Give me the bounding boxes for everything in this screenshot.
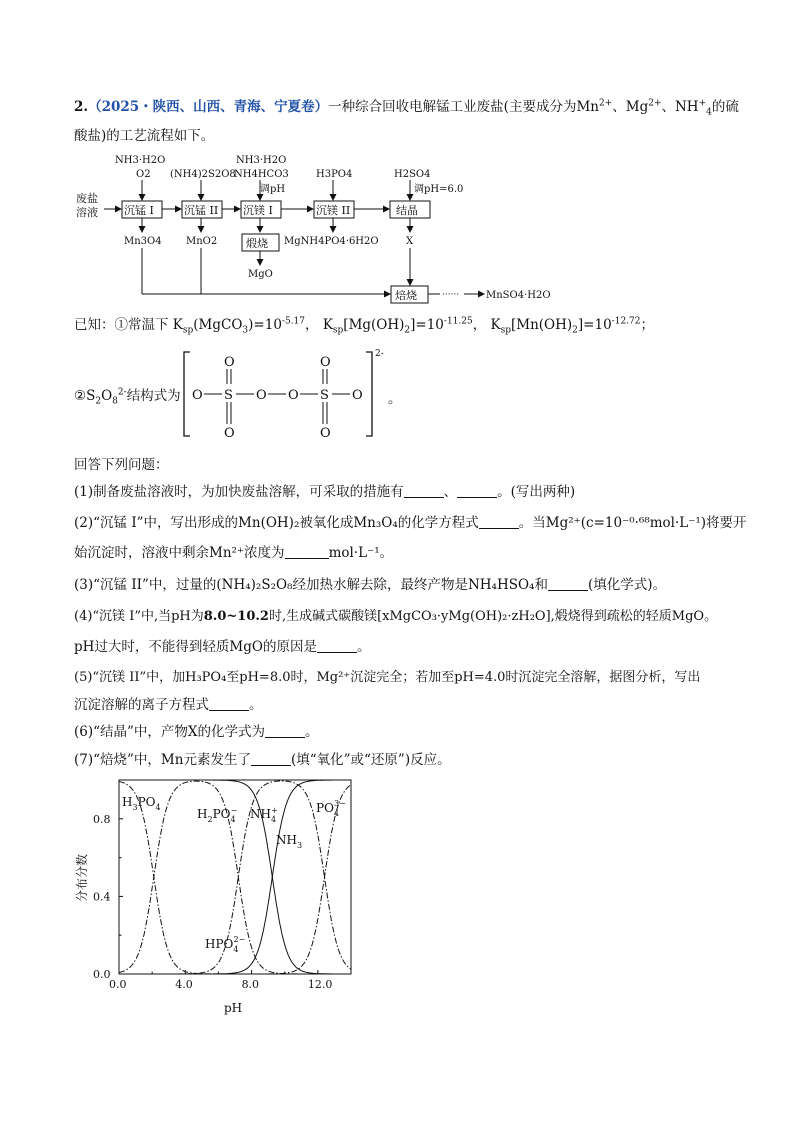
- product-mno2: MnO2: [186, 236, 218, 247]
- reagent-4: H3PO4: [316, 169, 353, 180]
- prompt: 回答下列问题：: [74, 457, 169, 473]
- product-struvite: MgNH4PO4·6H2O: [284, 236, 379, 247]
- answer-blank[interactable]: [265, 724, 305, 738]
- feed-label-2: 溶液: [76, 206, 98, 219]
- answer-blank[interactable]: [548, 577, 588, 591]
- question-intro-tail: 的硫: [711, 99, 739, 115]
- structure-charge: 2-: [375, 349, 384, 359]
- atom-s: S: [224, 388, 233, 403]
- atom-o: O: [224, 426, 235, 441]
- q5-text-b: 沉淀溶解的离子方程式: [74, 697, 209, 713]
- question-source: （2025・陕西、山西、青海、宁夏卷）: [88, 99, 329, 115]
- label-h2po4: $H_2PO_4-$: [197, 806, 238, 824]
- ion-charge: 2+: [598, 98, 613, 109]
- box-chenmei-2: 沉镁 II: [316, 204, 351, 217]
- atom-o: O: [256, 388, 267, 403]
- box-beishao: 焙烧: [395, 289, 417, 302]
- reagent-3b: NH4HCO3: [234, 169, 289, 180]
- label-nh4: $NH_4+$: [250, 806, 278, 824]
- label-po4: $PO_43-$: [316, 799, 346, 818]
- question-line-2: [74, 127, 214, 145]
- y-tick-label: 0.0: [93, 968, 111, 981]
- q6-text: (6)“结晶”中，产物X的化学式为: [74, 724, 266, 740]
- x-tick-label: 12.0: [307, 978, 333, 991]
- structure-period: 。: [388, 391, 402, 407]
- reagent-1b: O2: [136, 169, 151, 180]
- known-label: 已知：: [74, 317, 115, 333]
- persulfate-structure: [180, 344, 420, 444]
- question-4-cont: [74, 638, 370, 656]
- question-7: [74, 751, 451, 769]
- ksp-exp3: -12.72: [611, 316, 641, 327]
- product-final: MnSO4·H2O: [486, 290, 551, 301]
- answer-blank[interactable]: [317, 639, 357, 653]
- reagent-3c: 调pH: [260, 184, 286, 195]
- q1-text: (1)制备废盐溶液时，为加快废盐溶解，可采取的措施有: [74, 484, 404, 500]
- answer-blank[interactable]: [209, 697, 249, 711]
- atom-o: O: [288, 388, 299, 403]
- q1-sep: 、: [443, 484, 458, 500]
- box-duanshao: 煅烧: [246, 237, 268, 250]
- product-x: X: [406, 236, 414, 247]
- y-tick-label: 0.4: [93, 890, 111, 904]
- question-number: 2.: [74, 99, 89, 115]
- box-chenmeng-1: 沉锰 I: [124, 204, 154, 217]
- ion-text: 、NH: [661, 99, 699, 115]
- ion-sub: 4: [706, 107, 712, 118]
- ksp-exp2: -11.25: [443, 316, 473, 327]
- question-2: [74, 514, 747, 532]
- q7-tail: (填“氧化”或“还原”)反应。: [290, 752, 451, 768]
- atom-o: O: [320, 426, 331, 441]
- reagent-1a: NH3·H2O: [115, 155, 166, 166]
- q5-tail: 。: [249, 697, 263, 713]
- question-6: [74, 723, 319, 741]
- known-item2: $②S_2O_8^{2-}$结构式为: [74, 387, 181, 407]
- ksp-mgoh2: $K_{sp}[Mg(OH)_2]=10^{-11.25}$，: [322, 316, 487, 336]
- label-h3po4: $H_3PO_4$: [122, 795, 161, 812]
- q4-tail: 。: [356, 639, 371, 655]
- atom-o: O: [320, 355, 331, 370]
- flow-dots: ······: [442, 290, 460, 300]
- atom-s: S: [320, 388, 329, 403]
- question-1: [74, 483, 575, 501]
- question-intro-line2: 酸盐)的工艺流程如下。: [74, 128, 215, 144]
- q4-text-c: pH过大时，不能得到轻质MgO的原因是: [74, 639, 317, 655]
- ksp-mgco3: $K_{sp}(MgCO_3)=10^{-5.17}$，: [172, 316, 319, 336]
- question-4: [74, 608, 717, 626]
- x-tick-label: 4.0: [175, 978, 193, 991]
- q5-text: (5)“沉镁 II”中，加H₃PO₄至pH=8.0时，Mg²⁺沉淀完全；若加至pH=4.0时沉淀完全溶解，据图分析，写出: [74, 670, 701, 685]
- atom-o: O: [352, 388, 363, 403]
- product-mn3o4: Mn3O4: [124, 236, 162, 247]
- ion-charge: +: [698, 98, 707, 109]
- q6-tail: 。: [305, 724, 319, 740]
- ion-charge: 2+: [648, 98, 662, 109]
- q4-range: 8.0~10.2: [203, 609, 269, 624]
- q3-tail: (填化学式)。: [587, 577, 667, 593]
- atom-o: O: [224, 355, 235, 370]
- process-flowchart: [70, 148, 570, 308]
- ksp-mnoh2: $K_{sp}[Mn(OH)_2]=10^{-12.72}$；: [490, 316, 654, 336]
- atom-o: O: [192, 388, 203, 403]
- answer-blank[interactable]: [285, 545, 329, 559]
- answer-blank[interactable]: [457, 484, 497, 498]
- question-2-cont: [74, 544, 393, 562]
- reagent-3a: NH3·H2O: [236, 155, 287, 166]
- answer-blank[interactable]: [251, 752, 291, 766]
- reagent-5b: 调pH=6.0: [414, 184, 464, 195]
- label-hpo4: $HPO_42-$: [205, 935, 246, 954]
- question-3: [74, 576, 666, 594]
- q7-text: (7)“焙烧”中，Mn元素发生了: [74, 752, 251, 768]
- q3-text: (3)“沉锰 II”中，过量的(NH₄)₂S₂O₈经加热水解去除，最终产物是NH₄HSO₄和: [74, 577, 548, 593]
- product-mgo: MgO: [248, 269, 273, 280]
- question-intro: 一种综合回收电解锰工业废盐(主要成分为Mn: [328, 99, 599, 115]
- q4-text-b: 时,生成碱式碳酸镁[xMgCO₃·yMg(OH)₂·zH₂O],煅烧得到疏松的轻质MgO。: [268, 609, 718, 624]
- reagent-5a: H2SO4: [394, 169, 431, 180]
- question-5-cont: [74, 696, 263, 714]
- box-chenmei-1: 沉镁 I: [243, 204, 273, 217]
- known-line-1: [74, 316, 654, 334]
- ksp-exp1: -5.17: [281, 316, 306, 327]
- y-tick-label: 0.8: [93, 812, 111, 826]
- known-item2-label: [74, 387, 181, 405]
- q4-text: (4)“沉镁 I”中,当pH为: [74, 609, 204, 624]
- q2-text-d: mol·L⁻¹。: [328, 545, 394, 561]
- box-jiejing: 结晶: [396, 204, 418, 217]
- question-5: [74, 669, 700, 687]
- x-axis-label: pH: [224, 1001, 243, 1015]
- answer-blank[interactable]: [479, 515, 519, 529]
- feed-label-1: 废盐: [76, 192, 98, 205]
- known-item1: ①常温下: [114, 317, 169, 333]
- x-tick-label: 8.0: [241, 978, 260, 991]
- box-chenmeng-2: 沉锰 II: [184, 204, 219, 217]
- q2-text: (2)“沉锰 I”中，写出形成的Mn(OH)₂被氧化成Mn₃O₄的化学方程式: [74, 515, 479, 531]
- reagent-2: (NH4)2S2O8: [170, 169, 236, 180]
- distribution-chart: [64, 772, 364, 1022]
- question-line-1: [74, 98, 739, 116]
- y-axis-label: 分布分数: [75, 853, 89, 902]
- x-tick-label: 0.0: [109, 978, 127, 991]
- ion-text: 、Mg: [612, 99, 649, 115]
- q2-text-c: 始沉淀时，溶液中剩余Mn²⁺浓度为: [74, 545, 285, 561]
- q1-tail: 。(写出两种): [497, 484, 576, 500]
- q2-text-b: 。当Mg²⁺(c=10⁻⁰·⁶⁸mol·L⁻¹)将要开: [518, 515, 747, 531]
- label-nh3: $NH_3$: [276, 833, 303, 850]
- answer-blank[interactable]: [404, 484, 444, 498]
